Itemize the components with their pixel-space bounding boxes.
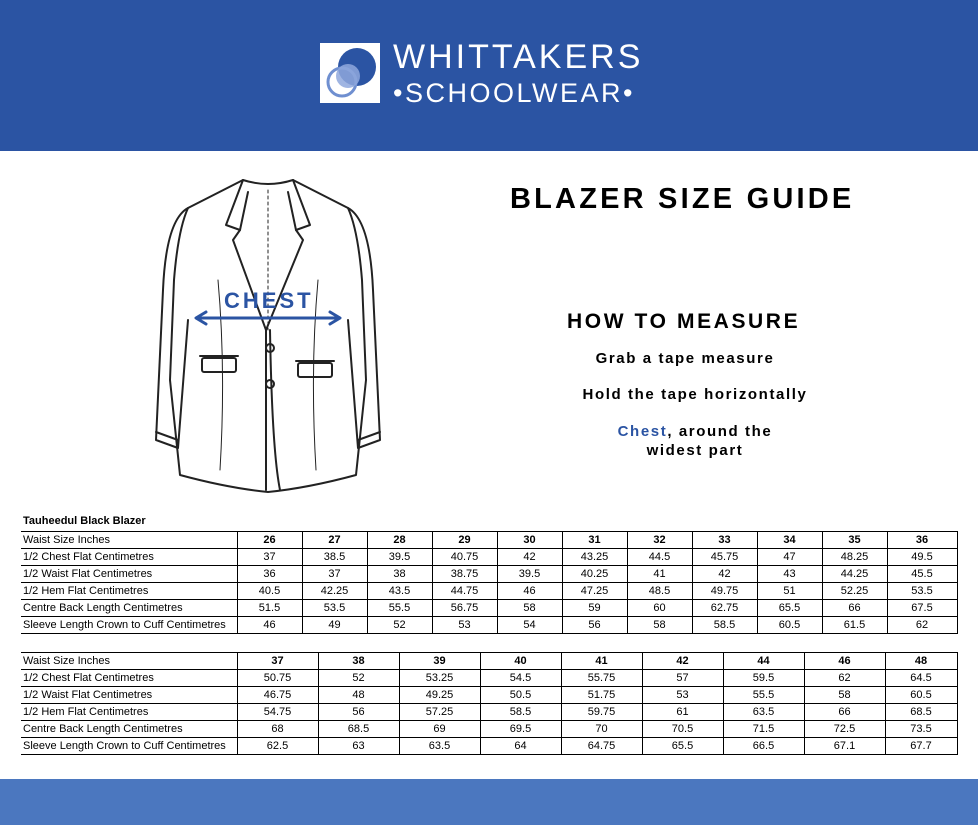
size-table-part-2 — [21, 652, 958, 755]
table-row — [21, 600, 957, 617]
size-header-cell: 32 — [627, 532, 692, 549]
size-header-cell: 37 — [237, 653, 318, 670]
table-cell: 51.75 — [561, 687, 642, 704]
row-label: Sleeve Length Crown to Cuff Centimetres — [21, 617, 237, 634]
table-cell: 56.75 — [432, 600, 497, 617]
table-row — [21, 532, 957, 549]
table-cell: 43.25 — [562, 549, 627, 566]
table-cell: 70 — [561, 721, 642, 738]
table-cell: 59.5 — [723, 670, 804, 687]
brand-name: WHITTAKERS — [393, 38, 644, 76]
table-row — [21, 617, 957, 634]
size-header-cell: 28 — [367, 532, 432, 549]
table-cell: 47.25 — [562, 583, 627, 600]
table-cell: 68.5 — [885, 704, 957, 721]
table-cell: 60.5 — [885, 687, 957, 704]
table-row — [21, 704, 957, 721]
table-cell: 53.5 — [302, 600, 367, 617]
table-cell: 69 — [399, 721, 480, 738]
step-2: Hold the tape horizontally — [582, 386, 808, 403]
table-cell: 58 — [627, 617, 692, 634]
how-to-measure-heading: HOW TO MEASURE — [567, 310, 801, 333]
table-cell: 71.5 — [723, 721, 804, 738]
table-cell: 57.25 — [399, 704, 480, 721]
row-label: Waist Size Inches — [21, 532, 237, 549]
row-label: Waist Size Inches — [21, 653, 237, 670]
table-cell: 62 — [887, 617, 957, 634]
logo-circles-icon — [320, 43, 380, 103]
table-cell: 48 — [318, 687, 399, 704]
table-cell: 48.5 — [627, 583, 692, 600]
table-cell: 42 — [497, 549, 562, 566]
table-cell: 70.5 — [642, 721, 723, 738]
row-label: 1/2 Waist Flat Centimetres — [21, 566, 237, 583]
step-3 — [580, 422, 810, 460]
step-3-highlight: Chest — [617, 423, 668, 440]
table-cell: 56 — [318, 704, 399, 721]
size-header-cell: 48 — [885, 653, 957, 670]
table-cell: 53 — [432, 617, 497, 634]
table-cell: 42.25 — [302, 583, 367, 600]
size-header-cell: 27 — [302, 532, 367, 549]
table-cell: 60 — [627, 600, 692, 617]
table-cell: 58.5 — [692, 617, 757, 634]
table-cell: 69.5 — [480, 721, 561, 738]
table-cell: 51 — [757, 583, 822, 600]
table-cell: 37 — [237, 549, 302, 566]
table-cell: 49.5 — [887, 549, 957, 566]
table-cell: 58.5 — [480, 704, 561, 721]
table-cell: 49 — [302, 617, 367, 634]
table-cell: 65.5 — [642, 738, 723, 755]
footer-banner — [0, 779, 978, 825]
table-cell: 64.5 — [885, 670, 957, 687]
table-cell: 40.75 — [432, 549, 497, 566]
size-header-cell: 30 — [497, 532, 562, 549]
table-cell: 46.75 — [237, 687, 318, 704]
table-cell: 66 — [822, 600, 887, 617]
table-cell: 63.5 — [399, 738, 480, 755]
size-header-cell: 29 — [432, 532, 497, 549]
table-row — [21, 670, 957, 687]
table-cell: 43.5 — [367, 583, 432, 600]
table-cell: 64 — [480, 738, 561, 755]
step-3-line2: widest part — [646, 442, 744, 459]
size-header-cell: 31 — [562, 532, 627, 549]
table-cell: 55.5 — [723, 687, 804, 704]
step-1: Grab a tape measure — [595, 350, 775, 367]
row-label: 1/2 Waist Flat Centimetres — [21, 687, 237, 704]
table-cell: 38.5 — [302, 549, 367, 566]
table-cell: 58 — [804, 687, 885, 704]
table-cell: 54.75 — [237, 704, 318, 721]
table-row — [21, 549, 957, 566]
table-cell: 46 — [497, 583, 562, 600]
table-cell: 37 — [302, 566, 367, 583]
table-cell: 72.5 — [804, 721, 885, 738]
row-label: 1/2 Chest Flat Centimetres — [21, 670, 237, 687]
table-cell: 58 — [497, 600, 562, 617]
table-cell: 67.5 — [887, 600, 957, 617]
table-cell: 64.75 — [561, 738, 642, 755]
table-cell: 41 — [627, 566, 692, 583]
step-3-text: , around the — [667, 423, 773, 440]
table-cell: 60.5 — [757, 617, 822, 634]
row-label: Centre Back Length Centimetres — [21, 721, 237, 738]
table-cell: 62.5 — [237, 738, 318, 755]
table-cell: 52 — [367, 617, 432, 634]
table-cell: 44.25 — [822, 566, 887, 583]
table-title: Tauheedul Black Blazer — [23, 515, 146, 527]
size-header-cell: 40 — [480, 653, 561, 670]
table-cell: 56 — [562, 617, 627, 634]
table-cell: 73.5 — [885, 721, 957, 738]
table-row — [21, 583, 957, 600]
table-cell: 55.5 — [367, 600, 432, 617]
brand-subname: •SCHOOLWEAR• — [393, 78, 635, 108]
table-cell: 55.75 — [561, 670, 642, 687]
table-cell: 63.5 — [723, 704, 804, 721]
table-cell: 61.5 — [822, 617, 887, 634]
table-cell: 39.5 — [367, 549, 432, 566]
table-cell: 45.5 — [887, 566, 957, 583]
table-cell: 45.75 — [692, 549, 757, 566]
row-label: Sleeve Length Crown to Cuff Centimetres — [21, 738, 237, 755]
table-cell: 38.75 — [432, 566, 497, 583]
row-label: 1/2 Chest Flat Centimetres — [21, 549, 237, 566]
table-cell: 57 — [642, 670, 723, 687]
row-label: 1/2 Hem Flat Centimetres — [21, 583, 237, 600]
size-header-cell: 38 — [318, 653, 399, 670]
size-header-cell: 35 — [822, 532, 887, 549]
table-cell: 59.75 — [561, 704, 642, 721]
size-header-cell: 33 — [692, 532, 757, 549]
table-cell: 43 — [757, 566, 822, 583]
table-cell: 49.75 — [692, 583, 757, 600]
table-cell: 54 — [497, 617, 562, 634]
table-cell: 50.75 — [237, 670, 318, 687]
table-cell: 54.5 — [480, 670, 561, 687]
table-cell: 48.25 — [822, 549, 887, 566]
table-cell: 61 — [642, 704, 723, 721]
table-row — [21, 653, 957, 670]
brand-logo — [320, 43, 380, 103]
table-cell: 62 — [804, 670, 885, 687]
size-header-cell: 42 — [642, 653, 723, 670]
table-cell: 40.5 — [237, 583, 302, 600]
table-cell: 66.5 — [723, 738, 804, 755]
table-cell: 68.5 — [318, 721, 399, 738]
table-cell: 44.5 — [627, 549, 692, 566]
table-cell: 53 — [642, 687, 723, 704]
table-cell: 36 — [237, 566, 302, 583]
size-header-cell: 44 — [723, 653, 804, 670]
blazer-illustration — [148, 170, 388, 505]
table-cell: 38 — [367, 566, 432, 583]
table-cell: 53.25 — [399, 670, 480, 687]
table-cell: 65.5 — [757, 600, 822, 617]
header-banner — [0, 0, 978, 151]
table-row — [21, 566, 957, 583]
size-header-cell: 26 — [237, 532, 302, 549]
table-row — [21, 721, 957, 738]
table-cell: 44.75 — [432, 583, 497, 600]
table-cell: 53.5 — [887, 583, 957, 600]
table-row — [21, 687, 957, 704]
table-cell: 63 — [318, 738, 399, 755]
size-header-cell: 46 — [804, 653, 885, 670]
row-label: 1/2 Hem Flat Centimetres — [21, 704, 237, 721]
table-cell: 51.5 — [237, 600, 302, 617]
table-cell: 50.5 — [480, 687, 561, 704]
table-cell: 67.1 — [804, 738, 885, 755]
size-header-cell: 34 — [757, 532, 822, 549]
table-cell: 59 — [562, 600, 627, 617]
table-cell: 67.7 — [885, 738, 957, 755]
table-cell: 66 — [804, 704, 885, 721]
table-cell: 52.25 — [822, 583, 887, 600]
chest-label: CHEST — [224, 288, 314, 313]
size-header-cell: 36 — [887, 532, 957, 549]
table-cell: 68 — [237, 721, 318, 738]
table-cell: 62.75 — [692, 600, 757, 617]
table-cell: 46 — [237, 617, 302, 634]
page-title: BLAZER SIZE GUIDE — [510, 183, 855, 215]
table-cell: 40.25 — [562, 566, 627, 583]
table-cell: 52 — [318, 670, 399, 687]
table-row — [21, 738, 957, 755]
table-cell: 49.25 — [399, 687, 480, 704]
row-label: Centre Back Length Centimetres — [21, 600, 237, 617]
table-cell: 47 — [757, 549, 822, 566]
table-cell: 39.5 — [497, 566, 562, 583]
size-header-cell: 41 — [561, 653, 642, 670]
size-table-part-1 — [21, 531, 958, 634]
table-cell: 42 — [692, 566, 757, 583]
size-header-cell: 39 — [399, 653, 480, 670]
